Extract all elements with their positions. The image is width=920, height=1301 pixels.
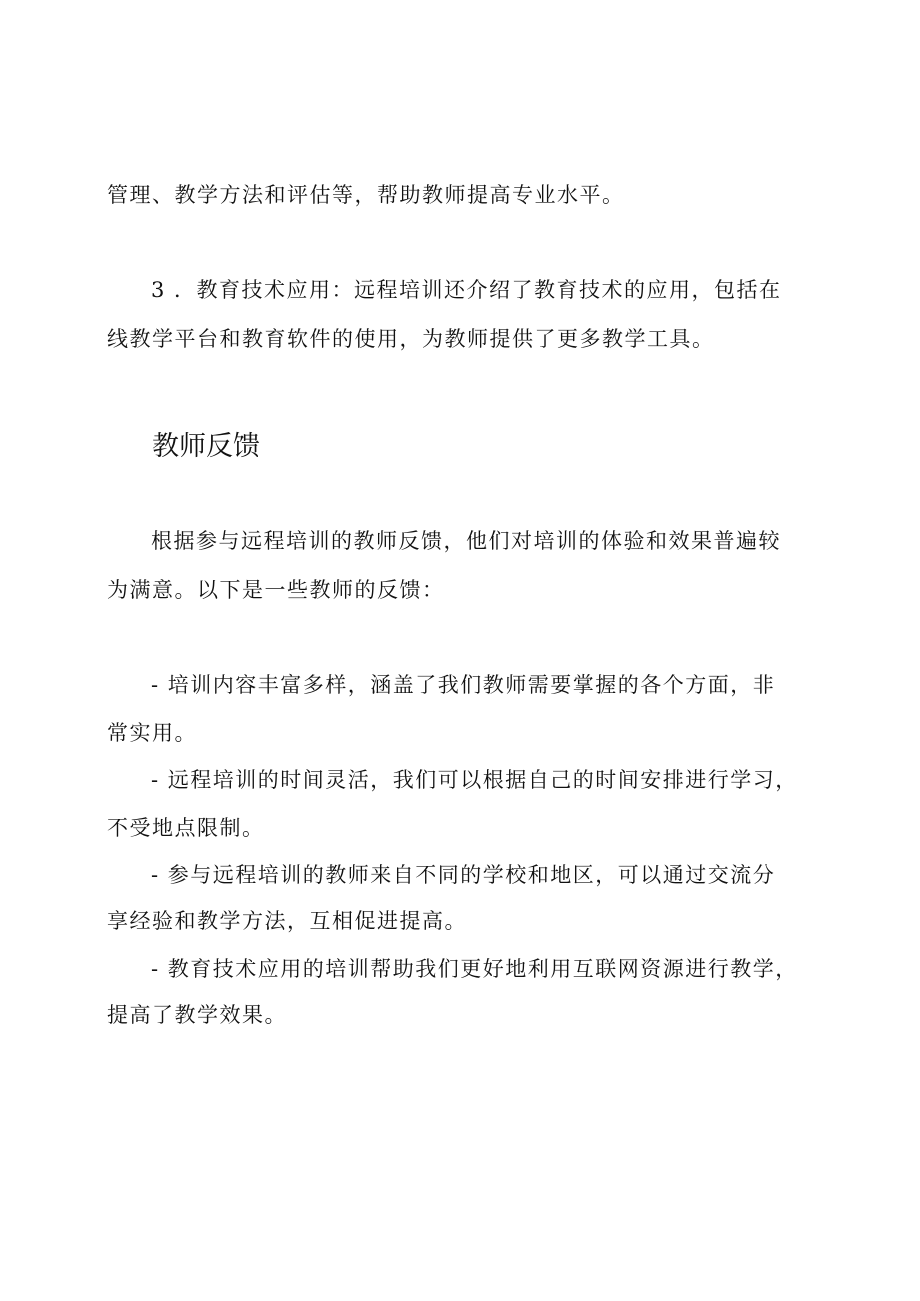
feedback-item-2-line1: - 远程培训的时间灵活，我们可以根据自己的时间安排进行学习， (151, 768, 798, 792)
point3-line1: 3 ．教育技术应用：远程培训还介绍了教育技术的应用，包括在 (151, 278, 782, 302)
section-heading: 教师反馈 (152, 431, 260, 462)
feedback-item-3-line2: 享经验和教学方法，互相促进提高。 (107, 909, 467, 933)
feedback-item-3-line1: - 参与远程培训的教师来自不同的学校和地区，可以通过交流分 (151, 863, 776, 887)
feedback-intro-line1: 根据参与远程培训的教师反馈，他们对培训的体验和效果普遍较 (151, 529, 781, 553)
feedback-item-2-line2: 不受地点限制。 (107, 816, 265, 840)
feedback-intro-line2: 为满意。以下是一些教师的反馈： (107, 578, 445, 602)
feedback-item-1-line2: 常实用。 (107, 721, 197, 745)
feedback-item-4-line1: - 教育技术应用的培训帮助我们更好地利用互联网资源进行教学， (151, 957, 798, 981)
feedback-item-1-line1: - 培训内容丰富多样，涵盖了我们教师需要掌握的各个方面，非 (151, 673, 776, 697)
paragraph-line: 管理、教学方法和评估等，帮助教师提高专业水平。 (107, 183, 625, 207)
feedback-item-4-line2: 提高了教学效果。 (107, 1003, 287, 1027)
point3-line2: 线教学平台和教育软件的使用，为教师提供了更多教学工具。 (107, 327, 715, 351)
